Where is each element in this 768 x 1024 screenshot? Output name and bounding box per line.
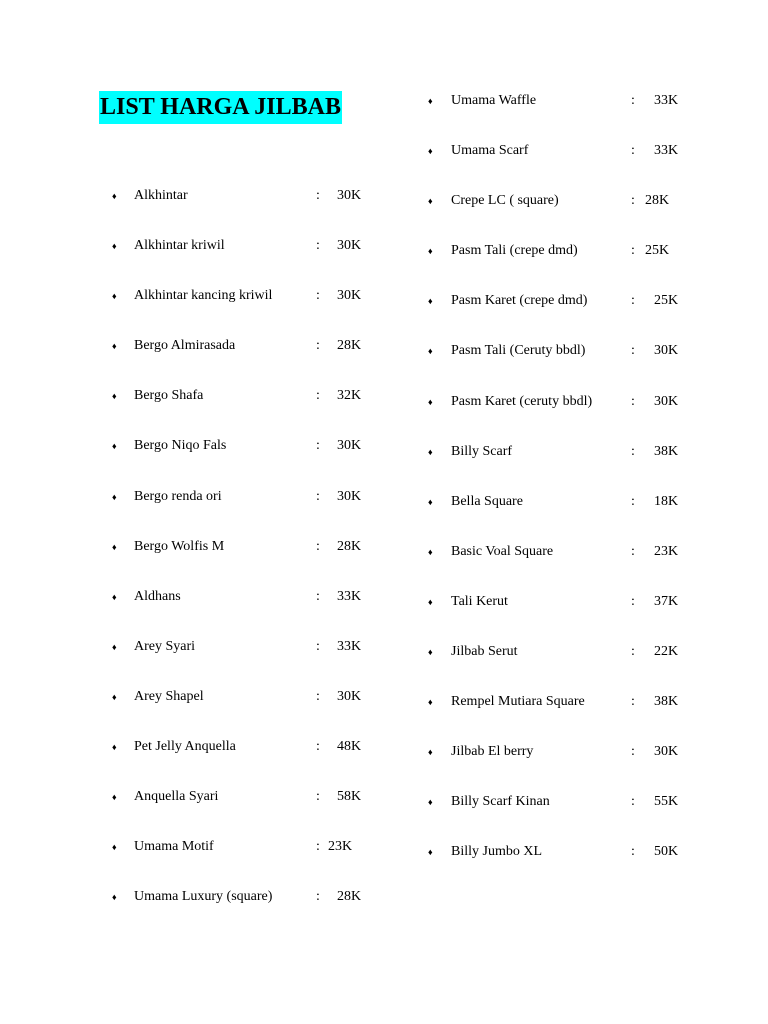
bullet-icon: ♦ <box>428 797 433 808</box>
bullet-icon: ♦ <box>428 96 433 106</box>
separator: : <box>631 343 635 359</box>
separator: : <box>631 93 635 108</box>
separator: : <box>316 238 320 254</box>
bullet-icon: ♦ <box>112 742 117 753</box>
item-name: Basic Voal Square <box>451 543 554 559</box>
item-name: Bergo Shafa <box>134 388 204 404</box>
separator: : <box>316 789 320 805</box>
item-name: Crepe LC ( square) <box>451 193 559 209</box>
bullet-icon: ♦ <box>112 441 117 452</box>
separator: : <box>316 388 320 404</box>
separator: : <box>316 338 320 354</box>
separator: : <box>631 193 635 209</box>
separator: : <box>631 543 635 559</box>
bullet-icon: ♦ <box>428 296 433 307</box>
item-price: 28K <box>645 193 670 209</box>
item-name: Bergo Niqo Fals <box>134 438 227 454</box>
item-price: 28K <box>337 889 362 905</box>
item-price: 23K <box>328 839 353 855</box>
item-price: 18K <box>654 493 679 509</box>
separator: : <box>631 694 635 710</box>
separator: : <box>316 739 320 755</box>
item-price: 30K <box>654 393 679 409</box>
separator: : <box>316 538 320 554</box>
bullet-icon: ♦ <box>112 391 117 402</box>
item-price: 33K <box>337 638 362 654</box>
item-price: 38K <box>654 443 679 459</box>
item-price: 58K <box>337 789 362 805</box>
bullet-icon: ♦ <box>112 491 117 502</box>
page-title: LIST HARGA JILBAB <box>99 91 342 124</box>
item-price: 48K <box>337 739 362 755</box>
bullet-icon: ♦ <box>428 596 433 607</box>
item-price: 22K <box>654 644 679 660</box>
item-name: Pasm Tali (Ceruty bbdl) <box>451 343 586 359</box>
separator: : <box>316 188 320 203</box>
item-price: 25K <box>645 243 670 259</box>
item-price: 55K <box>654 794 679 810</box>
item-price: 33K <box>337 588 362 604</box>
bullet-icon: ♦ <box>112 792 117 803</box>
bullet-icon: ♦ <box>112 691 117 702</box>
bullet-icon: ♦ <box>428 446 433 457</box>
item-name: Jilbab El berry <box>451 744 534 760</box>
bullet-icon: ♦ <box>112 641 117 652</box>
item-name: Bergo Wolfis M <box>134 538 225 554</box>
item-price: 30K <box>654 744 679 760</box>
bullet-icon: ♦ <box>112 842 117 853</box>
item-name: Alkhintar kriwil <box>134 238 225 254</box>
item-name: Pet Jelly Anquella <box>134 739 236 755</box>
item-price: 32K <box>337 388 362 404</box>
item-price: 30K <box>337 288 362 304</box>
item-name: Billy Jumbo XL <box>451 844 543 860</box>
bullet-icon: ♦ <box>428 697 433 708</box>
item-price: 37K <box>654 593 679 609</box>
separator: : <box>316 839 320 855</box>
item-name: Billy Scarf Kinan <box>451 794 550 810</box>
item-name: Pasm Karet (crepe dmd) <box>451 293 588 309</box>
item-price: 30K <box>337 238 362 254</box>
item-name: Tali Kerut <box>451 593 508 609</box>
separator: : <box>631 593 635 609</box>
item-price: 30K <box>337 188 362 203</box>
separator: : <box>631 393 635 409</box>
separator: : <box>631 794 635 810</box>
item-name: Umama Waffle <box>451 93 537 108</box>
item-name: Jilbab Serut <box>451 644 518 660</box>
separator: : <box>316 588 320 604</box>
separator: : <box>316 438 320 454</box>
item-name: Pasm Karet (ceruty bbdl) <box>451 393 593 409</box>
item-price: 30K <box>337 488 362 504</box>
item-price: 30K <box>654 343 679 359</box>
bullet-icon: ♦ <box>428 246 433 257</box>
item-price: 50K <box>654 844 679 860</box>
separator: : <box>631 243 635 259</box>
separator: : <box>631 644 635 660</box>
item-name: Billy Scarf <box>451 443 513 459</box>
bullet-icon: ♦ <box>428 196 433 207</box>
item-price: 28K <box>337 538 362 554</box>
item-price: 30K <box>337 688 362 704</box>
bullet-icon: ♦ <box>112 291 117 302</box>
bullet-icon: ♦ <box>428 146 433 157</box>
item-name: Umama Luxury (square) <box>134 889 273 905</box>
bullet-icon: ♦ <box>428 396 433 407</box>
item-name: Bella Square <box>451 493 523 509</box>
separator: : <box>631 143 635 159</box>
bullet-icon: ♦ <box>112 241 117 252</box>
item-price: 33K <box>654 143 679 159</box>
item-price: 28K <box>337 338 362 354</box>
separator: : <box>631 493 635 509</box>
bullet-icon: ♦ <box>428 647 433 658</box>
separator: : <box>316 889 320 905</box>
item-name: Alkhintar kancing kriwil <box>134 288 273 304</box>
item-name: Alkhintar <box>134 188 188 203</box>
item-name: Arey Syari <box>134 638 196 654</box>
bullet-icon: ♦ <box>428 747 433 758</box>
item-name: Pasm Tali (crepe dmd) <box>451 243 578 259</box>
bullet-icon: ♦ <box>112 541 117 552</box>
item-name: Bergo renda ori <box>134 488 222 504</box>
item-name: Bergo Almirasada <box>134 338 236 354</box>
bullet-icon: ♦ <box>112 341 117 352</box>
separator: : <box>316 688 320 704</box>
item-name: Aldhans <box>134 588 181 604</box>
bullet-icon: ♦ <box>428 847 433 858</box>
item-name: Umama Scarf <box>451 143 529 159</box>
bullet-icon: ♦ <box>428 346 433 357</box>
separator: : <box>316 288 320 304</box>
separator: : <box>631 293 635 309</box>
bullet-icon: ♦ <box>112 591 117 602</box>
item-name: Arey Shapel <box>134 688 204 704</box>
item-price: 30K <box>337 438 362 454</box>
item-price: 25K <box>654 293 679 309</box>
item-name: Rempel Mutiara Square <box>451 694 585 710</box>
bullet-icon: ♦ <box>112 191 117 201</box>
separator: : <box>631 443 635 459</box>
bullet-icon: ♦ <box>112 892 117 903</box>
bullet-icon: ♦ <box>428 546 433 557</box>
separator: : <box>316 638 320 654</box>
separator: : <box>631 844 635 860</box>
item-price: 23K <box>654 543 679 559</box>
item-price: 33K <box>654 93 679 108</box>
bullet-icon: ♦ <box>428 496 433 507</box>
item-name: Anquella Syari <box>134 789 219 805</box>
separator: : <box>631 744 635 760</box>
item-name: Umama Motif <box>134 839 214 855</box>
separator: : <box>316 488 320 504</box>
item-price: 38K <box>654 694 679 710</box>
